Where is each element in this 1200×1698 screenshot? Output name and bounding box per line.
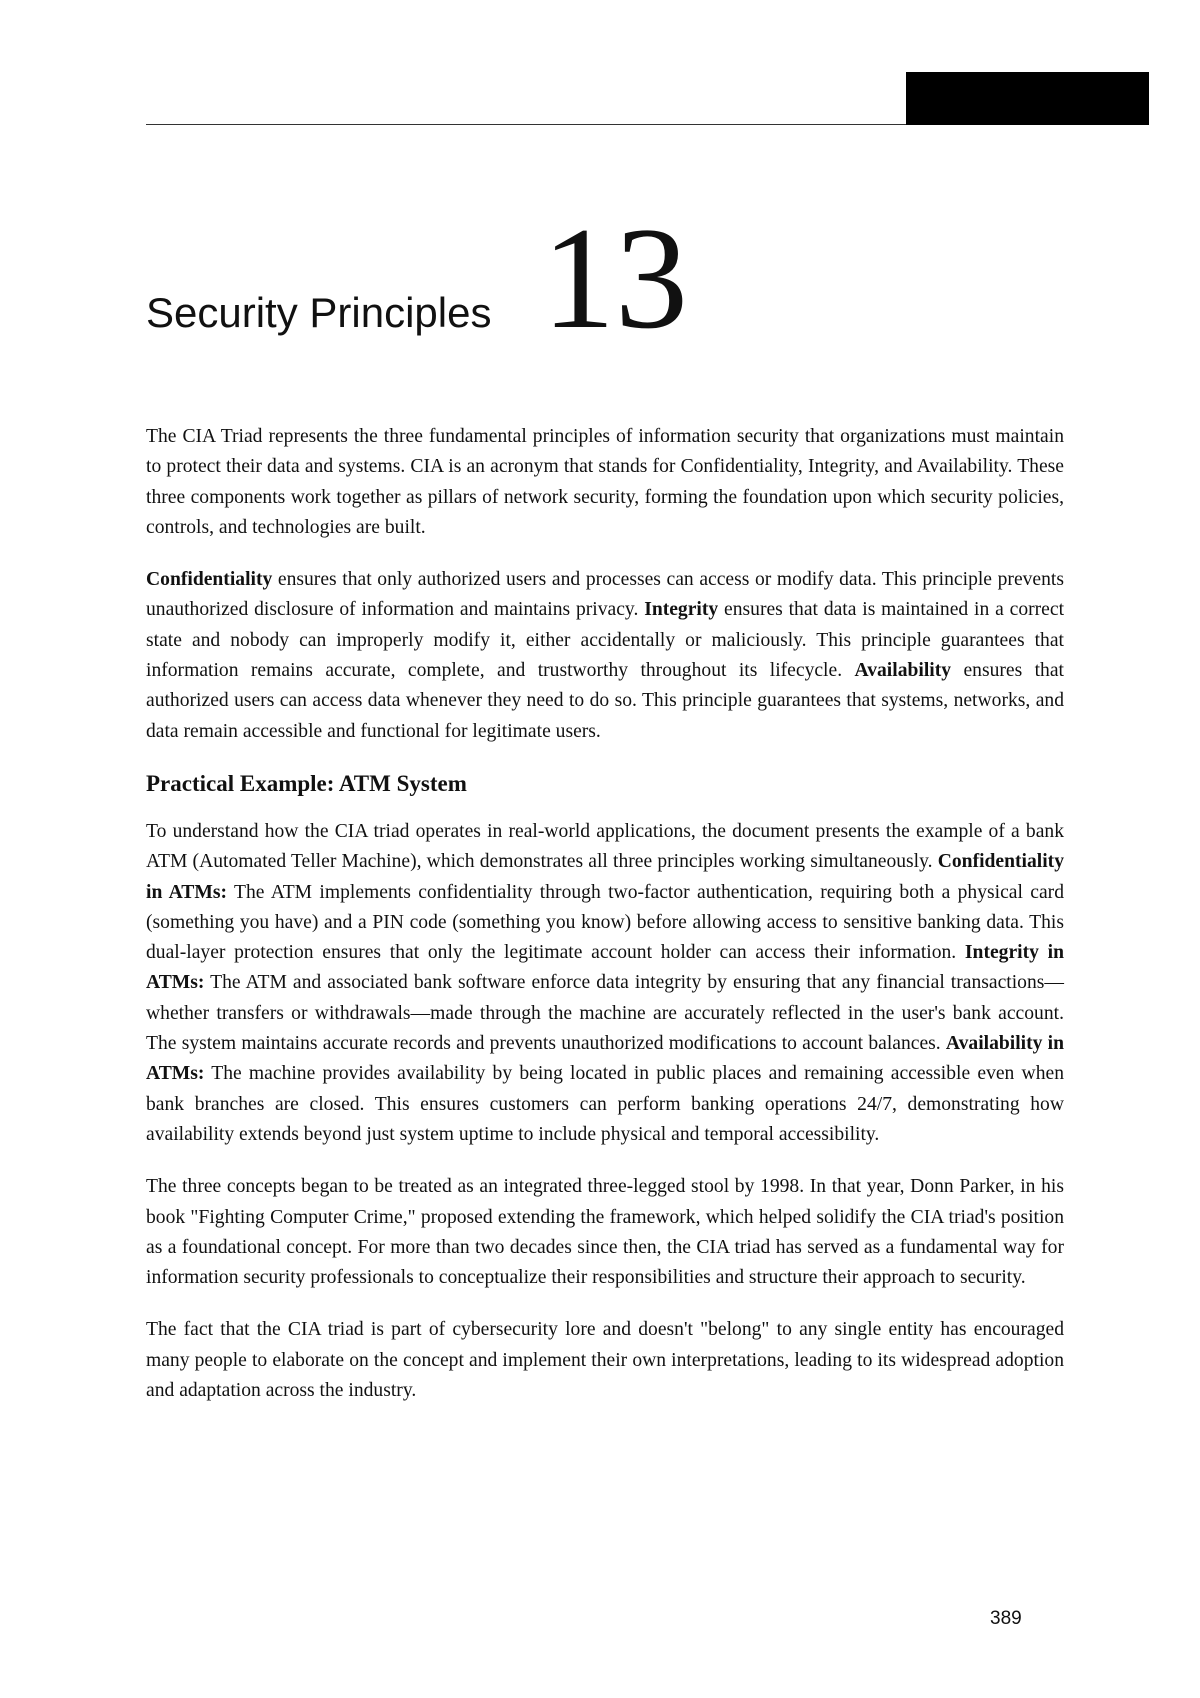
atm-text-4: The machine provides availability by being located in public places and remaining accessible even when bank branches are closed. This ensures customers can perform banking operations 24/7, demonstrating how availability extends beyond just system uptime to include physical and temporal accessibility. xyxy=(146,1063,1064,1145)
atm-text-1: To understand how the CIA triad operates in real-world applications, the document presents the example of a bank ATM (Automated Teller Machine), which demonstrates all three principles working simultaneously. xyxy=(146,820,1064,873)
term-integrity: Integrity xyxy=(644,599,719,621)
header-black-tab xyxy=(906,72,1149,125)
principles-text-1: ensures that only authorized users and processes can access or modify data. This principle prevents unauthorized disclosure of information and maintains privacy. xyxy=(146,569,1064,621)
history-paragraph: The three concepts began to be treated as an integrated three-legged stool by 1998. In that year, Donn Parker, in his book "Fighting Computer Crime," proposed extending the framework, which helped solidify the CIA triad's position as a foundational concept. For more than two decades since then, the CIA triad has served as a fundamental way for information security professionals to conceptualize their responsibilities and structure their approach to security. xyxy=(146,1176,1064,1289)
page-number: 389 xyxy=(990,1608,1022,1629)
section-heading: Practical Example: ATM System xyxy=(146,770,467,796)
term-availability-atm: Availability in ATMs: xyxy=(146,1033,1064,1085)
principles-text-3: ensures that authorized users can access data whenever they need to do so. This principle guarantees that systems, networks, and data remain accessible and functional for legitimate users. xyxy=(146,660,1064,742)
chapter-title: Security Principles xyxy=(146,289,492,336)
intro-paragraph: The CIA Triad represents the three fundamental principles of information security that organizations must maintain to protect their data and systems. CIA is an acronym that stands for Confidentiality, Integrity, and Availability. These three components work together as pillars of network security, forming the foundation upon which security policies, controls, and technologies are built. xyxy=(146,426,1064,538)
atm-text-2: The ATM implements confidentiality through two-factor authentication, requiring both a physical card (something you have) and a PIN code (something you know) before allowing access to sensitive banking data. This dual-layer protection ensures that only the legitimate account holder can access their information. xyxy=(146,881,1064,964)
term-integrity-atm: Integrity in ATMs: xyxy=(146,942,1064,994)
chapter-body xyxy=(146,422,1064,1428)
header-rule xyxy=(146,124,906,125)
principles-text-2: ensures that data is maintained in a correct state and nobody can improperly modify it, either accidentally or maliciously. This principle guarantees that information remains accurate, complete, and trustworthy throughout its lifecycle. xyxy=(146,599,1065,682)
term-availability: Availability xyxy=(854,660,952,682)
adoption-paragraph: The fact that the CIA triad is part of cybersecurity lore and doesn't "belong" to any single entity has encouraged many people to elaborate on the concept and implement their own interpretations, leading to its widespread adoption and adaptation across the industry. xyxy=(146,1319,1064,1402)
chapter-number: 13 xyxy=(542,197,688,359)
principles-paragraph xyxy=(146,565,1064,747)
atm-text-3: The ATM and associated bank software enforce data integrity by ensuring that any financial transactions—whether transfers or withdrawals—made through the machine are accurately reflected in the user's bank account. The system maintains accurate records and prevents unauthorized modifications to account balances. xyxy=(146,972,1064,1055)
term-confidentiality-atm: Confidentiality in ATMs: xyxy=(146,851,1064,903)
atm-example-paragraph xyxy=(146,817,1064,1150)
term-confidentiality: Confidentiality xyxy=(146,569,273,591)
